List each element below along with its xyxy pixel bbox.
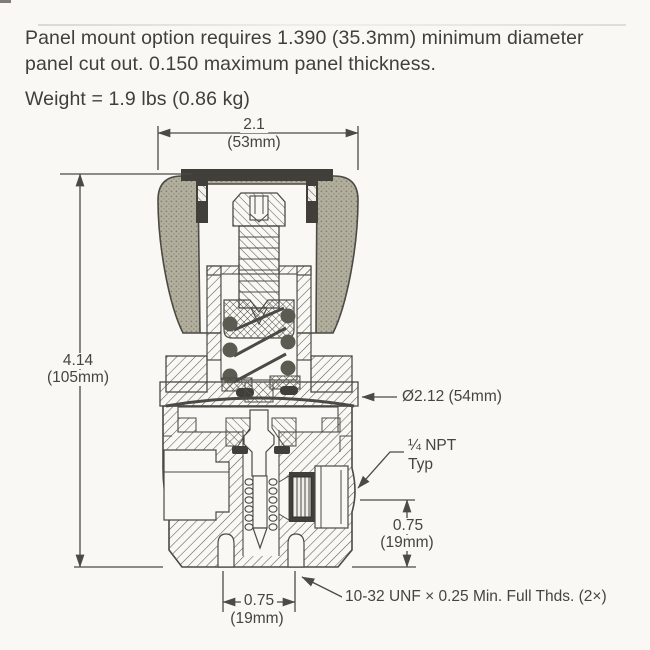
mounting-hole-right [288,534,304,567]
dim-port-height-in: 0.75 [390,518,426,534]
panel-note-line1: Panel mount option requires 1.390 (35.3mm) minimum diameter [25,27,584,49]
dim-knob-width-in: 2.1 [240,117,268,133]
label-port-npt: ¼ NPT [405,438,459,454]
label-port-typ: Typ [405,457,436,473]
dim-height-mm: (105mm) [44,370,112,386]
seat-cartridge [289,466,348,528]
weight-note: Weight = 1.9 lbs (0.86 kg) [25,88,250,110]
dim-hole-span-mm: (19mm) [227,611,286,627]
dim-body-diameter: Ø2.12 (54mm) [399,389,505,405]
dim-hole-span-in: 0.75 [241,593,277,609]
dim-port-height-mm: (19mm) [377,535,436,551]
dim-height-in: 4.14 [60,353,96,369]
label-thread-note: 10-32 UNF × 0.25 Min. Full Thds. (2×) [342,589,610,605]
regulator-body [163,406,355,567]
dim-knob-width-mm: (53mm) [224,135,283,151]
mounting-hole-left [218,534,234,567]
panel-note-line2: panel cut out. 0.150 maximum panel thickness. [25,53,436,75]
